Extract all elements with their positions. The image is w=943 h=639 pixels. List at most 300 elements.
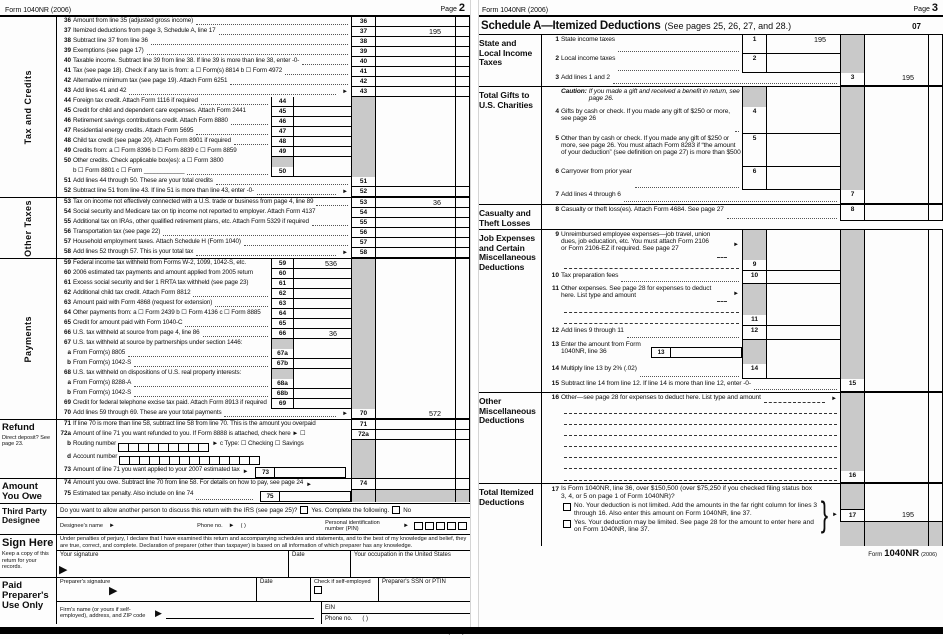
amount-field (375, 359, 455, 369)
line-description (73, 187, 351, 197)
form-line-row (542, 87, 943, 107)
section-side-label (477, 205, 541, 229)
line-number-box (351, 97, 375, 107)
line-description (561, 460, 840, 471)
digit-cell[interactable] (198, 443, 209, 452)
arrow-icon: ► (733, 242, 739, 249)
amount-field[interactable] (375, 187, 455, 197)
cents-field[interactable] (455, 208, 470, 218)
line-description (73, 466, 351, 478)
line-number-box: 68b (271, 389, 293, 399)
no-checkbox[interactable] (563, 503, 571, 511)
section-label: Payments (23, 315, 33, 363)
line-number-box: 70 (351, 409, 375, 419)
form-line-row (542, 340, 943, 364)
firm-name-field[interactable]: Firm's name (or yours if self-employed), address, and ZIP code ▶ (57, 602, 321, 624)
line-number-box (351, 157, 375, 167)
line-text-with-checkboxes[interactable]: Other payments from: a ☐ Form 2439 b ☐ Form 4136 c ☐ Form 8885 (73, 309, 261, 316)
line-number-box (840, 284, 864, 304)
amount-field[interactable]: 36 (375, 198, 455, 208)
amount-field[interactable] (293, 279, 351, 289)
form-line-row (57, 319, 470, 329)
line-text: Local income taxes (561, 55, 616, 62)
amount-field[interactable]: 195 (766, 35, 840, 54)
amount-field[interactable] (375, 420, 455, 430)
cents-field (455, 309, 470, 319)
cents-field[interactable] (928, 73, 943, 86)
cents-field (928, 304, 943, 315)
cents-field (928, 326, 943, 340)
line-number: 72a (60, 430, 71, 437)
cents-field (928, 364, 943, 379)
amount-field[interactable] (766, 364, 840, 379)
amount-field[interactable] (293, 319, 351, 329)
amount-field[interactable]: 195 (864, 509, 928, 522)
line-description (561, 54, 742, 73)
cents-field[interactable] (455, 27, 470, 37)
cents-field[interactable] (455, 17, 470, 27)
digit-boxes[interactable] (120, 456, 260, 465)
arrow-icon: ► (733, 291, 739, 298)
dot-leader (193, 295, 268, 297)
amount-field (293, 369, 351, 379)
cents-field[interactable] (455, 77, 470, 87)
line-number (542, 405, 561, 416)
line-description (73, 399, 271, 409)
line-number-box (351, 339, 375, 349)
line-number-box: 40 (351, 57, 375, 67)
line-number-box (351, 440, 375, 453)
amount-field[interactable] (375, 248, 455, 258)
section-rows (56, 198, 470, 258)
form-line-row (57, 269, 470, 279)
dot-leader (285, 73, 348, 75)
line-number: b (67, 389, 71, 396)
pin-digit-cell[interactable] (414, 522, 423, 530)
amount-field (864, 326, 928, 340)
line-text: If you made a gift and received a benefit in return, see page 26. (588, 88, 740, 103)
amount-field[interactable]: 195 (864, 73, 928, 86)
digit-boxes[interactable] (119, 443, 209, 452)
dot-leader (231, 123, 268, 125)
self-employed-checkbox[interactable] (314, 586, 322, 594)
line-number: 42 (63, 77, 71, 84)
line-text: Credit for amount paid with Form 1040-C (73, 319, 183, 326)
line-description (73, 299, 271, 309)
section-rows (56, 420, 470, 478)
dot-leader (129, 93, 336, 95)
section-side-label (0, 420, 56, 478)
cents-field[interactable] (455, 67, 470, 77)
amount-field[interactable] (375, 228, 455, 238)
line-description (73, 349, 271, 359)
form-line-row (57, 309, 470, 319)
amount-field[interactable] (293, 97, 351, 107)
cents-field[interactable] (455, 420, 470, 430)
line-description (561, 284, 742, 304)
section-label: Other Miscellaneous Deductions (479, 396, 536, 426)
cents-field[interactable] (455, 409, 470, 419)
line-text: U.S. tax withheld on dispositions of U.S. real property interests: (73, 369, 242, 376)
line-number: 55 (63, 218, 71, 225)
cents-field (455, 167, 470, 177)
page-divider (470, 0, 479, 634)
cents-field[interactable] (455, 430, 470, 440)
cents-field (928, 230, 943, 260)
line-description (73, 228, 351, 238)
amount-field (375, 309, 455, 319)
dotted-entry-line[interactable] (564, 412, 837, 414)
line-text: Casualty or theft loss(es). Attach Form 4684. See page 27 (561, 206, 724, 213)
form-line-row (57, 17, 470, 27)
amount-field[interactable] (766, 326, 840, 340)
amount-field (864, 260, 928, 271)
pin-digit-cell[interactable] (436, 522, 445, 530)
amount-field[interactable]: 36 (293, 329, 351, 339)
amount-field[interactable] (293, 349, 351, 359)
cents-field[interactable] (928, 379, 943, 392)
line-number-box: 10 (742, 271, 766, 284)
amount-field[interactable] (293, 147, 351, 157)
section-rows (541, 87, 943, 204)
line-text: Residential energy credits. Attach Form 5695 (73, 127, 194, 134)
form-line-row (542, 167, 943, 190)
line-number: 63 (63, 299, 71, 306)
self-employed-check: Check if self-employed (310, 578, 378, 601)
line-text: Tax preparation fees (561, 272, 619, 280)
cents-field[interactable] (455, 187, 470, 197)
line-number-box (840, 230, 864, 260)
line-number-box (840, 260, 864, 271)
amount-field[interactable] (375, 430, 455, 440)
form-line-row (57, 490, 470, 502)
line-description (73, 259, 271, 269)
line-number-box: 39 (351, 47, 375, 57)
amount-field[interactable] (864, 190, 928, 204)
dot-leader (613, 82, 837, 84)
form-line-row (57, 399, 470, 409)
line-number-box (840, 134, 864, 167)
cents-field[interactable] (455, 238, 470, 248)
form-line-row (57, 329, 470, 339)
amount-field[interactable] (293, 117, 351, 127)
line-number: 59 (63, 259, 71, 266)
cents-field[interactable] (928, 205, 943, 221)
form-line-row (542, 416, 943, 427)
cents-field (928, 315, 943, 326)
inline-line-number-box: 13 (651, 347, 671, 358)
dotted-entry-line[interactable] (564, 322, 739, 324)
cents-field[interactable] (455, 177, 470, 187)
line-number-box: 46 (271, 117, 293, 127)
amount-field (375, 440, 455, 453)
amount-field[interactable] (293, 359, 351, 369)
shaded-cell (840, 484, 864, 509)
line-number-box: 43 (351, 87, 375, 97)
line-number: 15 (551, 380, 559, 388)
amount-field[interactable] (293, 127, 351, 137)
form-line-row (57, 430, 470, 440)
preparer-date-field[interactable]: Date (256, 578, 310, 601)
cents-field[interactable] (455, 248, 470, 258)
inline-amount-field[interactable] (671, 347, 742, 358)
amount-field[interactable] (766, 260, 840, 271)
cents-field (455, 279, 470, 289)
dotted-entry-line[interactable] (564, 445, 837, 447)
form-line-row (542, 326, 943, 340)
amount-field[interactable] (375, 238, 455, 248)
yes-checkbox[interactable] (300, 506, 308, 514)
line-text-with-checkboxes[interactable]: ► c Type: ☐ Checking ☐ Savings (212, 440, 304, 447)
cents-field[interactable] (928, 471, 943, 483)
yes-checkbox[interactable] (563, 520, 571, 528)
amount-field[interactable] (293, 299, 351, 309)
line-description (73, 47, 351, 57)
amount-field[interactable]: 536 (293, 259, 351, 269)
line-text: Carryover from prior year (561, 168, 632, 175)
line-number: 54 (63, 208, 71, 215)
section-side-label (0, 198, 56, 258)
cents-field[interactable] (928, 509, 943, 522)
amount-field[interactable] (766, 315, 840, 326)
dotted-entry-line[interactable] (564, 479, 837, 481)
line-number: 69 (63, 399, 71, 406)
form-line-row (57, 279, 470, 289)
cents-field (455, 389, 470, 399)
arrow-icon: ► (109, 522, 115, 529)
amount-field[interactable] (766, 54, 840, 73)
line-number: 6 (555, 168, 559, 175)
line-number-box: 52 (351, 187, 375, 197)
dot-leader (215, 305, 268, 307)
form-line-row (57, 369, 470, 379)
line-description (73, 107, 271, 117)
line-text: If line 70 is more than line 58, subtract line 58 from line 70. This is the amount you overpaid (73, 420, 316, 427)
amount-field[interactable] (375, 77, 455, 87)
amount-field[interactable] (293, 107, 351, 117)
amount-field[interactable] (293, 269, 351, 279)
cents-field[interactable] (455, 218, 470, 228)
cents-field[interactable] (455, 198, 470, 208)
dot-leader (621, 280, 739, 282)
line-description (73, 490, 351, 502)
inline-amount-field[interactable] (280, 491, 351, 502)
line-description (561, 205, 840, 221)
digit-cell[interactable] (249, 456, 260, 465)
cents-field[interactable] (455, 87, 470, 97)
arrow-icon: ► (342, 189, 348, 196)
dotted-entry-line[interactable] (564, 267, 739, 269)
cents-field (455, 147, 470, 157)
amount-field[interactable] (375, 87, 455, 97)
page-footer: Form 1040NR (2006) (868, 548, 937, 560)
inline-amount-field[interactable] (275, 467, 346, 478)
dotted-entry-line[interactable] (564, 423, 837, 425)
amount-field[interactable] (293, 309, 351, 319)
line-description (561, 364, 742, 379)
line-number-box (840, 107, 864, 134)
amount-field[interactable] (293, 399, 351, 409)
cents-field (928, 284, 943, 304)
line-number: 44 (63, 97, 71, 104)
no-checkbox[interactable] (392, 506, 400, 514)
line-text: From Form(s) 1042-S (73, 359, 132, 366)
preparer-signature-field[interactable]: Preparer's signature ▶ (60, 579, 118, 598)
dotted-entry-line[interactable] (564, 456, 837, 458)
section-gifts-to-charities (477, 86, 943, 204)
line-text: Itemized deductions from page 3, Schedule A, line 17 (73, 27, 216, 34)
date-field[interactable]: Date (288, 551, 350, 577)
phone-field[interactable]: ( ) (240, 522, 246, 529)
form-line-row (57, 87, 470, 97)
amount-field[interactable]: 195 (375, 27, 455, 37)
amount-field[interactable] (375, 67, 455, 77)
form-line-row (57, 198, 470, 208)
amount-field[interactable] (293, 167, 351, 177)
preparer-phone-field[interactable]: ( ) (362, 616, 369, 623)
amount-field[interactable] (864, 471, 928, 483)
pin-digit-cell[interactable] (458, 522, 467, 530)
line-text-with-checkboxes[interactable]: Amount of line 71 you want refunded to you. If Form 8888 is attached, check here ► ☐ (73, 430, 306, 437)
line-number: 65 (63, 319, 71, 326)
pin-digit-cell[interactable] (425, 522, 434, 530)
amount-field (864, 393, 928, 405)
no-label: No (403, 506, 412, 514)
line-description (561, 471, 840, 483)
inline-line-number-box: 75 (260, 491, 280, 502)
arrow-icon: ► (342, 411, 348, 418)
amount-field[interactable] (864, 205, 928, 221)
amount-field[interactable] (375, 57, 455, 67)
line-number-box: 65 (271, 319, 293, 329)
amount-field[interactable] (766, 134, 840, 167)
cents-field[interactable] (455, 479, 470, 490)
dotted-entry-line[interactable] (564, 467, 837, 469)
form-line-row (57, 208, 470, 218)
amount-field[interactable]: 572 (375, 409, 455, 419)
line-text-with-checkboxes[interactable]: Credits from: a ☐ Form 8396 b ☐ Form 8839 c ☐ Form 8859 (73, 147, 237, 154)
amount-field[interactable] (375, 17, 455, 27)
amount-field[interactable] (864, 379, 928, 392)
line-description (73, 440, 351, 453)
line-number: 58 (63, 248, 71, 255)
line-number-box: 59 (271, 259, 293, 269)
amount-field[interactable] (293, 289, 351, 299)
amount-field[interactable] (293, 137, 351, 147)
bottom-bar (0, 627, 943, 634)
amount-field[interactable] (375, 208, 455, 218)
form-line-row (57, 157, 470, 167)
dot-leader (624, 200, 837, 202)
line-number-box (271, 339, 293, 349)
line-text-with-checkboxes[interactable]: Other credits. Check applicable box(es): a ☐ Form 3800 (73, 157, 224, 164)
dot-leader (196, 133, 268, 135)
section-tax-credits (0, 17, 470, 197)
section-label: Tax and Credits (23, 69, 33, 145)
amount-field[interactable] (375, 47, 455, 57)
amount-field[interactable] (766, 271, 840, 284)
line-text-with-checkboxes[interactable]: Tax (see page 18). Check if any tax is from: a ☐ Form(s) 8814 b ☐ Form 4972 (73, 67, 283, 74)
line-text: Subtract line 14 from line 12. If line 14 is more than line 12, enter -0- (561, 380, 751, 388)
dotted-entry-line[interactable] (717, 256, 727, 258)
form-line-row (57, 379, 470, 389)
line-number-box: 45 (271, 107, 293, 117)
line-number-box (840, 416, 864, 427)
line-text: Tax on income not effectively connected with a U.S. trade or business from page 4, line 89 (73, 198, 314, 205)
line-number-box: 67b (271, 359, 293, 369)
line-number-box (840, 460, 864, 471)
cents-field[interactable] (928, 190, 943, 204)
section-state-local-taxes (477, 35, 943, 86)
dotted-entry-line[interactable] (564, 311, 739, 313)
cents-field[interactable] (455, 37, 470, 47)
your-signature-field[interactable] (57, 551, 288, 577)
occupation-field[interactable]: Your occupation in the United States (350, 551, 470, 577)
dotted-entry-line[interactable] (717, 300, 727, 302)
amount-field[interactable] (293, 379, 351, 389)
line-number: 9 (555, 231, 559, 239)
form-line-row (542, 438, 943, 449)
amount-field (375, 299, 455, 309)
amount-field[interactable] (375, 479, 455, 490)
dot-leader (754, 388, 837, 390)
form-line-row (542, 271, 943, 284)
amount-field[interactable] (293, 389, 351, 399)
amount-field[interactable] (766, 167, 840, 190)
section-label: Sign Here (2, 536, 54, 549)
line-number-box (840, 315, 864, 326)
line-number: 8 (555, 206, 559, 213)
line-description (73, 57, 351, 67)
line-number-box: 1 (742, 35, 766, 54)
amount-field (864, 405, 928, 416)
line-text: From Form(s) 8805 (73, 349, 126, 356)
line-description (73, 359, 271, 369)
line-number (542, 471, 561, 483)
form-line-row (542, 379, 943, 392)
amount-field[interactable] (375, 218, 455, 228)
cents-field[interactable] (455, 47, 470, 57)
arrow-icon: ► (342, 89, 348, 96)
line-number: 68 (63, 369, 71, 376)
preparer-ssn-field[interactable]: Preparer's SSN or PTIN (378, 578, 470, 601)
line-text-with-checkboxes[interactable]: b ☐ Form 8801 c ☐ Form ____________ (73, 167, 185, 174)
cents-field (928, 340, 943, 364)
line-description (73, 147, 271, 157)
form-1040nr-page-3 (477, 0, 943, 561)
line-number-box: 57 (351, 238, 375, 248)
cents-field[interactable] (455, 57, 470, 67)
phone-label: Phone no. (197, 522, 223, 529)
line-text: Amount you owe. Subtract line 70 from line 58. For details on how to pay, see page 24 (73, 479, 304, 486)
amount-field[interactable] (375, 177, 455, 187)
dotted-entry-line[interactable] (564, 434, 837, 436)
dotted-entry-line[interactable] (764, 401, 825, 403)
pin-digit-cell[interactable] (447, 522, 456, 530)
line-description (73, 17, 351, 27)
line-number: b (67, 359, 71, 366)
form-line-row (542, 284, 943, 304)
amount-field[interactable] (766, 107, 840, 134)
line-number: 56 (63, 228, 71, 235)
page-number: 2 (458, 2, 465, 14)
line-description (561, 326, 742, 340)
cents-field (455, 117, 470, 127)
line-text: Credit for child and dependent care expenses. Attach Form 2441 (73, 107, 246, 114)
section-rows (56, 17, 470, 197)
cents-field[interactable] (455, 228, 470, 238)
amount-field[interactable] (375, 37, 455, 47)
